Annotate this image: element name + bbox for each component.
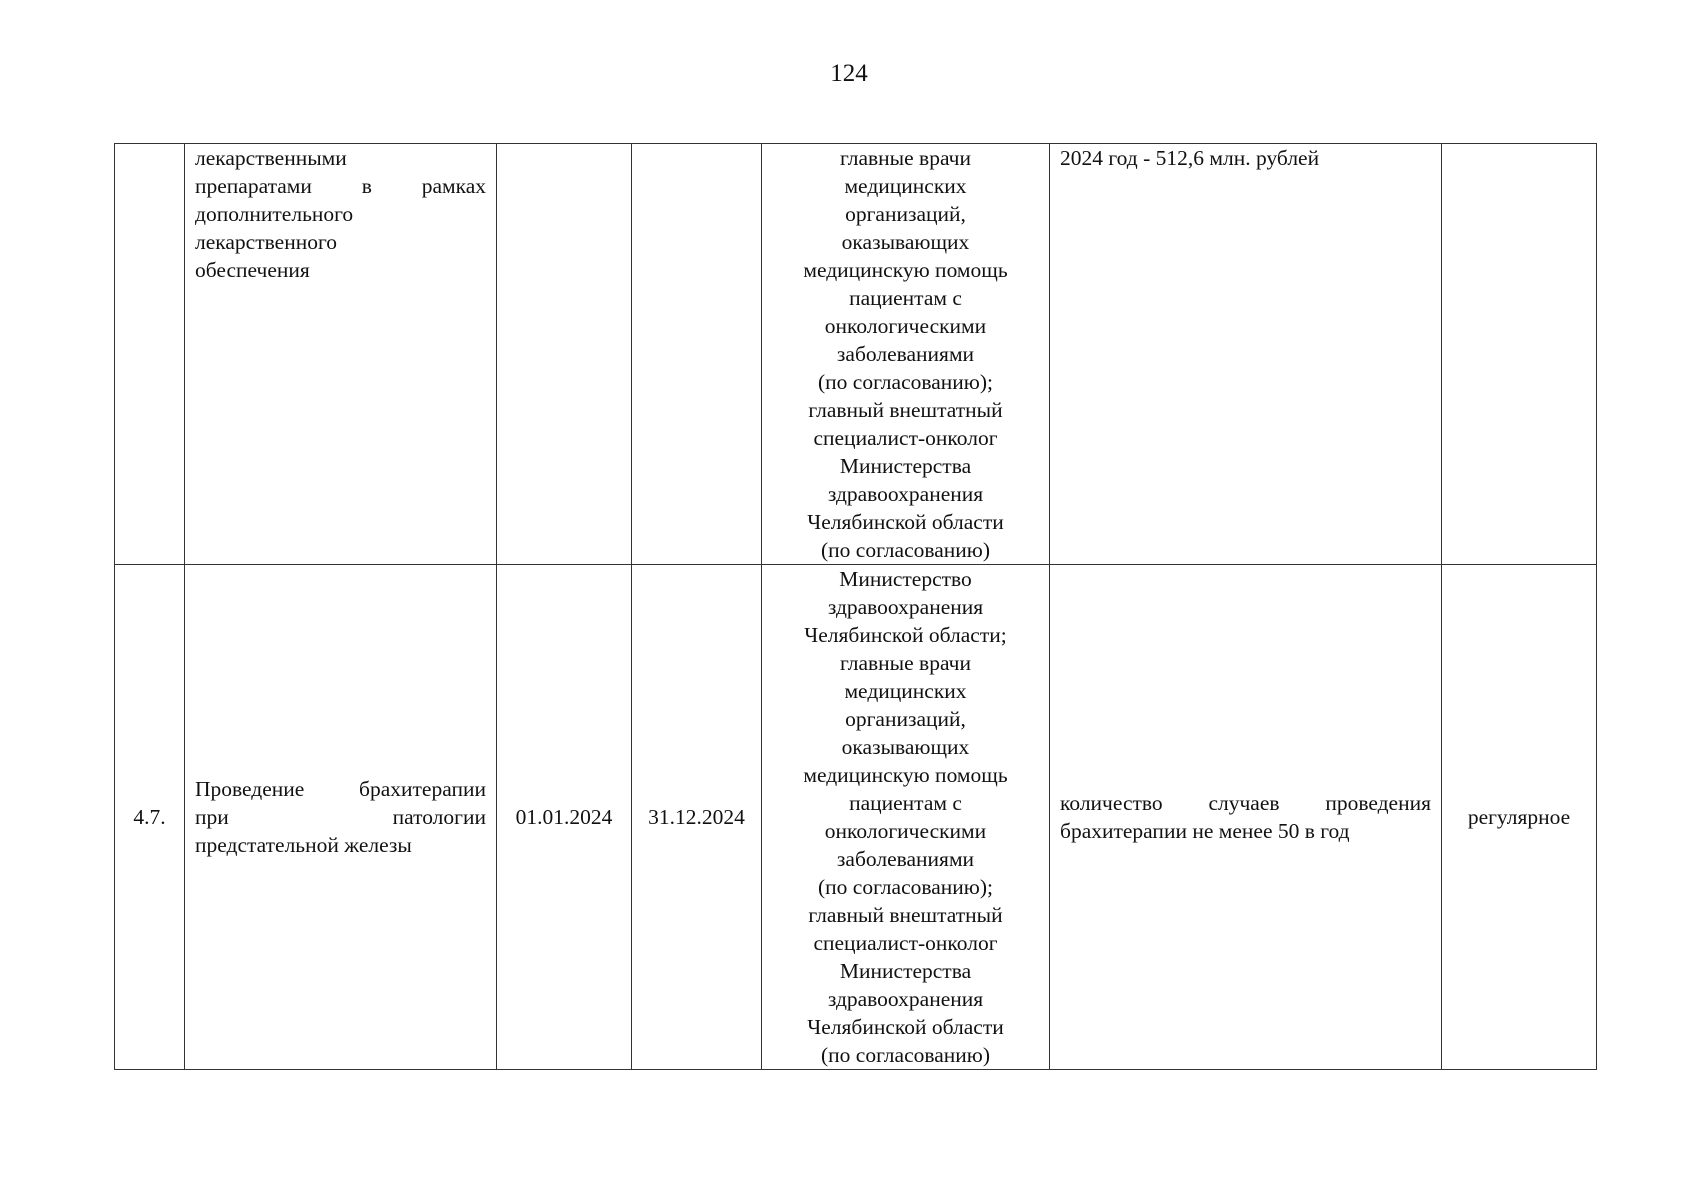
row-number-cell	[115, 144, 185, 565]
start-date-cell	[497, 144, 632, 565]
responsible-line: главный внештатный	[808, 398, 1003, 422]
table-row-4-7	[115, 565, 1597, 1070]
responsible-line: онкологическими	[824, 819, 987, 843]
responsible-line: заболеваниями	[836, 847, 975, 871]
responsible-line: Министерства	[839, 454, 972, 478]
start-date: 01.01.2024	[515, 805, 613, 829]
page-number: 124	[830, 60, 868, 87]
activity-cell	[185, 565, 497, 1070]
periodicity-cell	[1442, 144, 1597, 565]
activity-line: обеспечения	[195, 258, 310, 282]
activity-line: лекарственными	[195, 146, 347, 170]
responsible-line: (по согласованию);	[818, 875, 993, 899]
activity-line: Проведение брахитерапии	[195, 777, 486, 801]
indicator-line: количество случаев проведения	[1060, 791, 1431, 815]
responsible-line: Челябинской области	[807, 510, 1004, 534]
end-date: 31.12.2024	[648, 805, 745, 829]
plan-table	[114, 143, 1597, 1070]
periodicity: регулярное	[1467, 805, 1571, 829]
responsible-line: здравоохранения	[827, 482, 984, 506]
start-date-cell	[497, 565, 632, 1070]
responsible-line: медицинских	[844, 174, 967, 198]
responsible-line: Челябинской области;	[804, 623, 1007, 647]
activity-line: препаратами в рамках	[195, 174, 486, 198]
responsible-line: медицинских	[844, 679, 967, 703]
responsible-line: главные врачи	[840, 146, 971, 170]
end-date-cell	[632, 144, 762, 565]
responsible-line: пациентам с	[849, 791, 962, 815]
responsible-line: (по согласованию)	[820, 538, 991, 562]
end-date-cell	[632, 565, 762, 1070]
responsible-line: здравоохранения	[827, 595, 984, 619]
activity-line: предстательной железы	[195, 833, 412, 857]
responsible-line: заболеваниями	[836, 342, 975, 366]
activity-line: дополнительного	[195, 202, 354, 226]
periodicity-cell	[1442, 565, 1597, 1070]
responsible-line: оказывающих	[841, 230, 970, 254]
responsible-line: Челябинской области	[807, 1015, 1004, 1039]
responsible-line: главные врачи	[840, 651, 971, 675]
responsible-line: медицинскую помощь	[803, 763, 1008, 787]
responsible-line: специалист-онколог	[813, 426, 998, 450]
responsible-line: здравоохранения	[827, 987, 984, 1011]
responsible-cell	[762, 565, 1050, 1070]
activity-line: при патологии	[195, 805, 486, 829]
responsible-line: (по согласованию);	[818, 370, 993, 394]
responsible-line: (по согласованию)	[820, 1043, 991, 1067]
row-number: 4.7.	[133, 805, 166, 829]
responsible-line: Министерства	[839, 959, 972, 983]
responsible-line: пациентам с	[849, 286, 962, 310]
indicator-line: 2024 год - 512,6 млн. рублей	[1060, 146, 1320, 170]
table-row-continued	[115, 144, 1597, 565]
row-number-cell	[115, 565, 185, 1070]
responsible-line: оказывающих	[841, 735, 970, 759]
responsible-line: специалист-онколог	[813, 931, 998, 955]
indicator-cell	[1050, 144, 1442, 565]
responsible-cell	[762, 144, 1050, 565]
activity-line: лекарственного	[195, 230, 337, 254]
responsible-line: организаций,	[845, 202, 966, 226]
indicator-cell	[1050, 565, 1442, 1070]
activity-cell	[185, 144, 497, 565]
responsible-line: главный внештатный	[808, 903, 1003, 927]
responsible-line: медицинскую помощь	[803, 258, 1008, 282]
responsible-line: онкологическими	[824, 314, 987, 338]
responsible-line: Министерство	[839, 567, 972, 591]
responsible-line: организаций,	[845, 707, 966, 731]
indicator-line: брахитерапии не менее 50 в год	[1060, 819, 1350, 843]
